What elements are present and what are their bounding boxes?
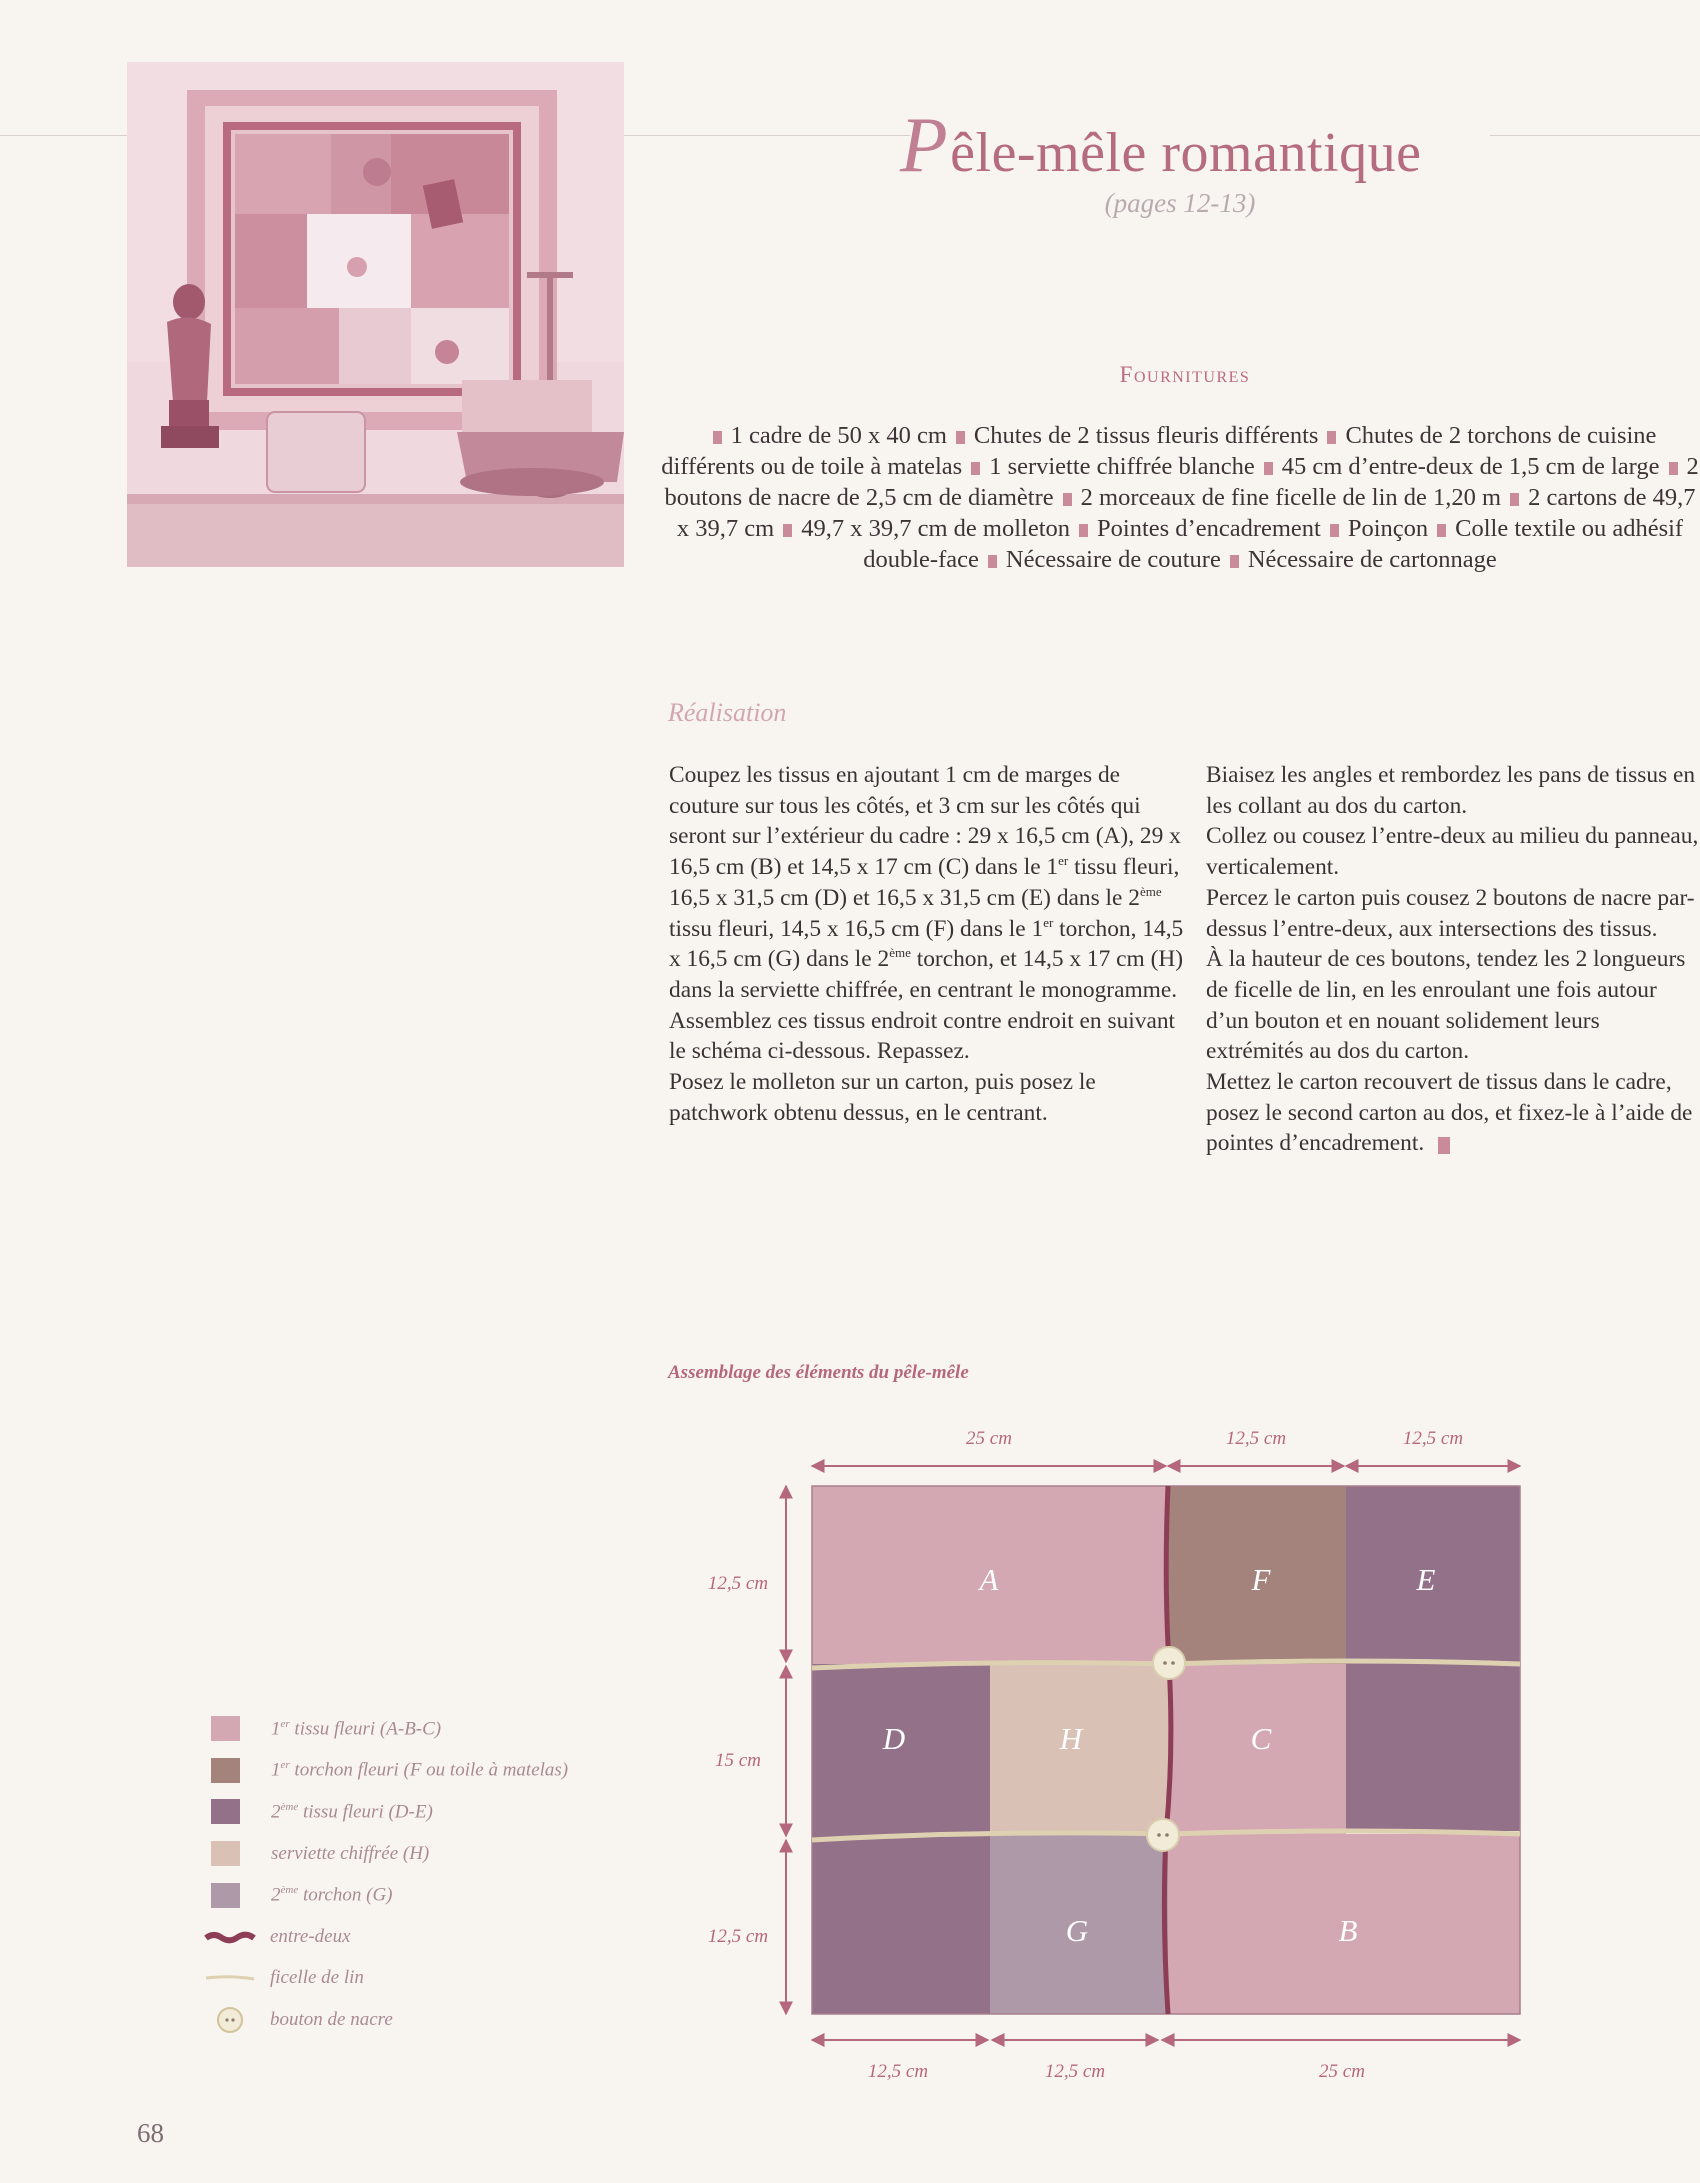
instruction-assembling: Assemblez ces tissus endroit contre endroit en suivant le schéma ci-dessous. Repassez.	[669, 1007, 1176, 1065]
supply-separator	[1669, 462, 1678, 475]
top-dim-3: 12,5 cm	[1402, 1428, 1464, 1449]
page-title	[900, 100, 1500, 190]
legend-label: ficelle de lin	[270, 1967, 364, 1989]
legend-swatch	[211, 1758, 240, 1783]
label-d: D	[882, 1721, 906, 1756]
left-dim-1: 12,5 cm	[707, 1573, 769, 1594]
realisation-heading: Réalisation	[668, 698, 787, 727]
legend-label: bouton de nacre	[270, 2008, 393, 2030]
end-mark	[1438, 1137, 1450, 1154]
legend-swatch	[211, 1799, 240, 1824]
legend-item	[200, 1874, 660, 1916]
top-dim-2: 12,5 cm	[1225, 1428, 1287, 1449]
bottom-dim-3: 25 cm	[1319, 2061, 1365, 2082]
instructions-right-column	[1206, 760, 1700, 1159]
legend-item	[200, 1916, 660, 1958]
instruction-batting: Posez le molleton sur un carton, puis posez le patchwork obtenu dessus, en le centrant.	[669, 1069, 1096, 1126]
legend-label: 2ème tissu fleuri (D-E)	[271, 1800, 433, 1823]
supply-separator	[1264, 462, 1273, 475]
supply-separator	[1510, 493, 1519, 506]
supply-item: Poinçon	[1347, 515, 1429, 542]
supply-item: 2 boutons de nacre de 2,5 cm de diamètre	[664, 453, 1699, 511]
top-dim-1: 25 cm	[966, 1428, 1012, 1449]
legend-swatch	[211, 1883, 240, 1908]
legend-swatch	[211, 1841, 240, 1866]
instruction-entredeux: Collez ou cousez l’entre-deux au milieu du panneau, verticalement.	[1206, 823, 1699, 881]
product-photo	[127, 62, 624, 567]
title-rest: êle-mêle romantique	[950, 122, 1422, 184]
page-number: 68	[137, 2118, 164, 2148]
supply-item: 45 cm d’entre-deux de 1,5 cm de large	[1281, 453, 1660, 480]
instruction-cutting: Coupez les tissus en ajoutant 1 cm de marges de couture sur tous les côtés, et 3 cm sur les côtés qui seront sur l’extérieur du cadre : 29 x 16,5 cm (A), 29 x 16,5 cm (B) et 14,5 x 17 cm (C) dans le 1er tissu fleuri, 16,5 x 31,5 cm (D) et 16,5 x 31,5 cm (E) dans le 2ème tissu fleuri, 14,5 x 16,5 cm (F) dans le 1er torchon, 14,5 x 16,5 cm (G) dans le 2ème torchon, et 14,5 x 17 cm (H) dans la serviette chiffrée, en centrant le monogramme.	[669, 762, 1184, 1003]
supply-item: Nécessaire de cartonnage	[1247, 546, 1497, 573]
label-a: A	[979, 1562, 999, 1597]
label-g: G	[1065, 1913, 1089, 1948]
legend-item	[200, 1750, 660, 1792]
supply-item: Pointes d’encadrement	[1097, 515, 1321, 542]
instruction-twine: À la hauteur de ces boutons, tendez les 2 longueurs de ficelle de lin, en les enroulant une fois autour d’un bouton et en nouant solidement leurs extrémités au dos du carton.	[1206, 946, 1686, 1065]
header-rule-middle	[624, 135, 910, 136]
instruction-buttons: Percez le carton puis cousez 2 boutons de nacre par-dessus l’entre-deux, aux intersections des tissus.	[1206, 884, 1695, 942]
supply-separator	[971, 462, 980, 475]
supply-item: Chutes de 2 tissus fleuris différents	[973, 422, 1319, 449]
supply-separator	[713, 431, 722, 444]
left-dim-2: 15 cm	[715, 1750, 761, 1771]
framed-pinboard-photo	[127, 62, 624, 567]
header-rule-right	[1490, 135, 1700, 136]
page-reference: (pages 12-13)	[1104, 188, 1256, 218]
supply-separator	[1230, 555, 1239, 568]
label-f: F	[1251, 1562, 1271, 1597]
bouton-icon	[200, 2007, 260, 2032]
assembly-diagram	[690, 1400, 1550, 2100]
bottom-dim-2: 12,5 cm	[1044, 2061, 1106, 2082]
legend-label: 1er torchon fleuri (F ou toile à matelas)	[271, 1759, 569, 1781]
supply-item: Chutes de 2 torchons de cuisine différents ou de toile à matelas	[661, 422, 1657, 480]
legend-label: 1er tissu fleuri (A-B-C)	[271, 1717, 442, 1739]
supplies-list	[660, 420, 1700, 575]
legend-label: serviette chiffrée (H)	[271, 1842, 430, 1864]
supply-separator	[1063, 493, 1072, 506]
supply-item: 49,7 x 39,7 cm de molleton	[801, 515, 1071, 542]
label-e: E	[1416, 1562, 1436, 1597]
legend-item	[200, 1791, 660, 1833]
header-rule-left	[0, 135, 127, 136]
legend-item	[200, 1833, 660, 1875]
supply-separator	[956, 431, 965, 444]
instructions-left-column	[669, 760, 1189, 1128]
supplies-heading: Fournitures	[1119, 362, 1251, 387]
legend-label: entre-deux	[270, 1925, 351, 1947]
label-b: B	[1338, 1913, 1358, 1948]
supply-separator	[1330, 524, 1339, 537]
supply-item: Colle textile ou adhésif double-face	[863, 515, 1684, 573]
instruction-framing: Mettez le carton recouvert de tissus dans le cadre, posez le second carton au dos, et fixez-le à l’aide de pointes d’encadrement.	[1206, 1069, 1693, 1157]
left-dim-3: 12,5 cm	[707, 1926, 769, 1947]
diagram-legend	[200, 1708, 660, 2041]
supply-separator	[1437, 524, 1446, 537]
supply-item: 2 morceaux de fine ficelle de lin de 1,20 m	[1080, 484, 1502, 511]
instruction-corners: Biaisez les angles et rembordez les pans de tissus en les collant au dos du carton.	[1206, 762, 1696, 819]
legend-label: 2ème torchon (G)	[271, 1884, 393, 1906]
piece-e	[1346, 1486, 1520, 1831]
entre-deux-icon	[200, 1924, 260, 1949]
legend-item	[200, 1958, 660, 2000]
supply-item: 2 cartons de 49,7 x 39,7 cm	[676, 484, 1696, 542]
supply-separator	[1079, 524, 1088, 537]
piece-d-lower	[812, 1834, 990, 2014]
bottom-dim-1: 12,5 cm	[867, 2061, 929, 2082]
ficelle-icon	[200, 1966, 260, 1991]
supply-separator	[1327, 431, 1336, 444]
legend-item	[200, 1999, 660, 2041]
button-top	[1153, 1647, 1185, 1679]
supply-item: 1 serviette chiffrée blanche	[989, 453, 1255, 480]
legend-swatch	[211, 1716, 240, 1741]
diagram-title: Assemblage des éléments du pêle-mêle	[668, 1362, 969, 1383]
legend-item	[200, 1708, 660, 1750]
supply-separator	[783, 524, 792, 537]
button-bottom	[1147, 1819, 1179, 1851]
label-h: H	[1059, 1721, 1083, 1756]
title-initial: P	[900, 101, 949, 188]
supply-item: 1 cadre de 50 x 40 cm	[730, 422, 947, 449]
supply-item: Nécessaire de couture	[1005, 546, 1221, 573]
label-c: C	[1250, 1721, 1272, 1756]
supply-separator	[988, 555, 997, 568]
